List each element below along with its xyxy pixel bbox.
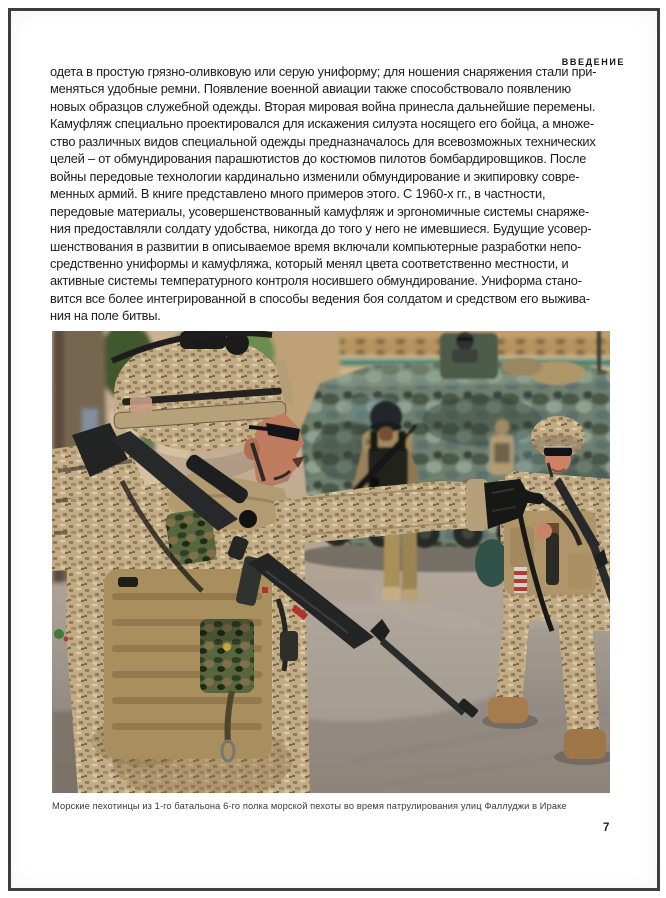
book-page: [8, 8, 660, 891]
body-line: шенствования в развитии в описываемое время включали компьютерные разработки непо-: [50, 238, 582, 254]
body-line: целей – от обмундирования парашютистов до костюмов пилотов бомбардировщиков. После: [50, 151, 587, 167]
photo-caption: Морские пехотинцы из 1-го батальона 6-го полка морской пехоты во время патрулирования улиц Фаллуджи в Ираке: [52, 801, 567, 811]
body-line: передовые материалы, усовершенствованный камуфляж и эргономичные системы снаряже-: [50, 203, 590, 219]
body-line: войны передовые технологии кардинально изменили обмундирование и экипировку совре-: [50, 168, 580, 184]
photo-figure: [52, 331, 610, 811]
photo-illustration: [52, 331, 610, 793]
body-line: активные системы температурного контроля носившего обмундирование. Униформа стано-: [50, 273, 582, 289]
page-number: 7: [603, 822, 610, 834]
body-line: вится все более интегрированной в способы ведения боя солдатом и средством его выжива-: [50, 290, 590, 306]
body-line: меняться удобные ремни. Появление военной авиации также способствовало появлению: [50, 81, 571, 97]
body-line: менных армий. В книге представлено много примеров этого. С 1960-х гг., в частности,: [50, 186, 546, 202]
body-line: одета в простую грязно-оливковую или серую униформу; для ношения снаряжения стали при-: [50, 64, 597, 79]
running-header: ВВЕДЕНИЕ: [561, 57, 625, 67]
body-line: ния предоставляли солдату удобства, никогда до того у него не имевшиеся. Будущие усовер-: [50, 221, 592, 237]
body-line: новых образцов служебной одежды. Вторая мировая война принесла дальнейшие перемены.: [50, 98, 596, 114]
intro-paragraph: [50, 63, 596, 325]
body-line: ния на поле битвы.: [50, 308, 161, 324]
body-line: средственно униформы и камуфляжа, который менял цвета соответственно местности, и: [50, 255, 569, 271]
body-line: Камуфляж специально проектировался для искажения силуэта носящего его бойца, а множе-: [50, 116, 594, 132]
body-line: ство различных видов специальной одежды предназначалось для всевозможных технических: [50, 133, 596, 149]
